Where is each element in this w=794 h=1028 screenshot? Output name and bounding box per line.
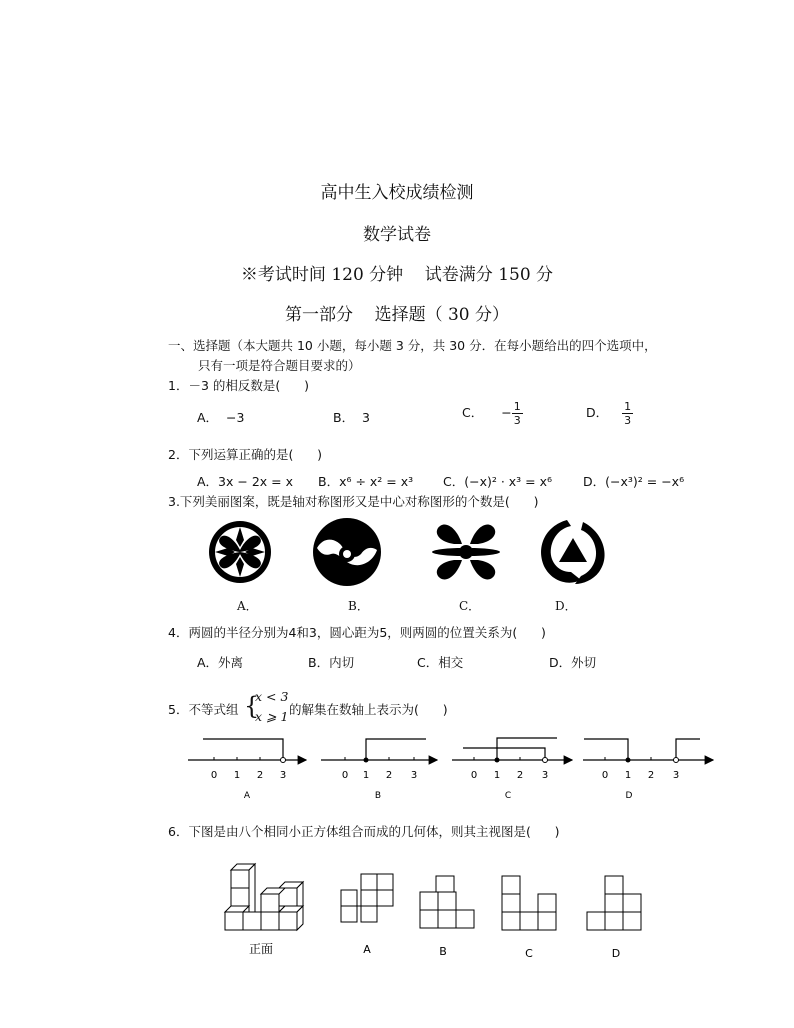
q1-d-denominator: 3 xyxy=(624,414,632,427)
exam-title: 高中生入校成绩检测 xyxy=(320,183,474,203)
q5-inequality-2: x ⩾ 1 xyxy=(255,709,289,724)
pattern-c-icon xyxy=(432,525,500,580)
q1-c-denominator: 3 xyxy=(513,414,521,427)
q6-label-b: B xyxy=(439,945,447,958)
q1-option-c-fraction xyxy=(512,400,523,427)
q1-option-b: B． 3 xyxy=(333,410,370,425)
q5-b-tick-0: 0 xyxy=(341,770,349,781)
q5-a-label: A xyxy=(243,791,251,801)
q5-number-line-b xyxy=(321,739,437,801)
q2-option-d: D．(−x³)² = −x⁶ xyxy=(583,474,685,489)
q5-a-tick-1: 1 xyxy=(233,770,241,781)
q1-option-c xyxy=(462,400,523,427)
q1-option-d-label: D． xyxy=(586,405,609,420)
exam-subtitle: 数学试卷 xyxy=(363,225,431,245)
q3-label-c: C． xyxy=(459,599,481,613)
q1-d-numerator: 1 xyxy=(624,400,632,413)
q5-a-tick-0: 0 xyxy=(210,770,218,781)
q5-a-tick-3: 3 xyxy=(279,770,287,781)
part-heading: 第一部分 选择题（ 30 分） xyxy=(284,305,510,325)
q5-d-tick-1: 1 xyxy=(624,770,632,781)
q4-stem: 4．两圆的半径分别为4和3，圆心距为5，则两圆的位置关系为( ) xyxy=(168,625,546,640)
q1-option-d-fraction xyxy=(622,400,633,427)
pattern-b-icon xyxy=(313,518,381,586)
q5-d-tick-3: 3 xyxy=(672,770,680,781)
q2-stem: 2．下列运算正确的是( ) xyxy=(168,447,323,462)
q5-d-tick-0: 0 xyxy=(601,770,609,781)
q1-option-d xyxy=(586,400,633,427)
q3-label-b: B． xyxy=(348,599,369,613)
q4-option-d: D．外切 xyxy=(549,655,597,670)
q5-prefix: 5．不等式组 xyxy=(168,702,239,717)
q5-d-label: D xyxy=(625,791,633,801)
q5-c-tick-2: 2 xyxy=(516,770,524,781)
q5-brace: { xyxy=(244,692,260,720)
q5-inequality-1: x < 3 xyxy=(255,689,289,704)
pattern-a-icon xyxy=(209,521,271,583)
q5-b-tick-2: 2 xyxy=(385,770,393,781)
q3-label-d: D． xyxy=(555,599,577,613)
q4-option-c: C．相交 xyxy=(417,655,464,670)
q6-front-label: 正面 xyxy=(248,942,274,956)
q5-number-line-d xyxy=(583,739,713,801)
q2-option-b: B．x⁶ ÷ x² = x³ xyxy=(318,474,414,489)
section-instructions-line2: 只有一项是符合题目要求的） xyxy=(198,358,361,373)
q5-number-line-a xyxy=(188,739,306,801)
q5-c-tick-0: 0 xyxy=(470,770,478,781)
q6-stem: 6．下图是由八个相同小正方体组合而成的几何体，则其主视图是( ) xyxy=(168,824,560,839)
option-b-view-icon xyxy=(420,876,474,928)
q5-number-lines xyxy=(185,730,720,805)
q3-label-a: A． xyxy=(237,599,258,613)
q3-patterns xyxy=(195,515,625,590)
solid-icon xyxy=(225,864,303,930)
q4-option-a: A．外离 xyxy=(197,655,244,670)
option-c-view-icon xyxy=(502,876,556,930)
q1-stem: 1．－3 的相反数是( ) xyxy=(168,378,309,393)
option-a-view-icon xyxy=(341,874,393,922)
q5-c-label: C xyxy=(504,791,512,801)
q1-option-c-sign: − xyxy=(501,405,512,420)
q3-stem: 3.下列美丽图案，既是轴对称图形又是中心对称图形的个数是( ) xyxy=(168,494,539,509)
q4-option-b: B．内切 xyxy=(308,655,355,670)
pattern-d-icon xyxy=(541,520,605,584)
q1-c-numerator: 1 xyxy=(513,400,521,413)
section-instructions-line1: 一、选择题（本大题共 10 小题，每小题 3 分，共 30 分．在每小题给出的四个选项中， xyxy=(168,338,657,353)
q6-label-a: A xyxy=(363,943,371,956)
q5-b-label: B xyxy=(374,791,382,801)
exam-info: ※考试时间 120 分钟 试卷满分 150 分 xyxy=(240,265,554,285)
q5-c-tick-1: 1 xyxy=(493,770,501,781)
q5-number-line-c xyxy=(452,738,572,801)
q5-a-tick-2: 2 xyxy=(256,770,264,781)
q5-b-tick-3: 3 xyxy=(410,770,418,781)
q5-d-tick-2: 2 xyxy=(647,770,655,781)
q5-suffix: 的解集在数轴上表示为( ) xyxy=(289,702,448,717)
q2-option-a: A．3x − 2x = x xyxy=(197,474,293,489)
q5-b-tick-1: 1 xyxy=(362,770,370,781)
q6-figures xyxy=(215,858,655,963)
q1-option-c-label: C． xyxy=(462,405,484,420)
q6-label-c: C xyxy=(525,947,533,960)
q1-option-a: A． −3 xyxy=(197,410,245,425)
q6-label-d: D xyxy=(611,947,621,960)
q5-c-tick-3: 3 xyxy=(541,770,549,781)
q2-option-c: C．(−x)² · x³ = x⁶ xyxy=(443,474,553,489)
option-d-view-icon xyxy=(587,876,641,930)
